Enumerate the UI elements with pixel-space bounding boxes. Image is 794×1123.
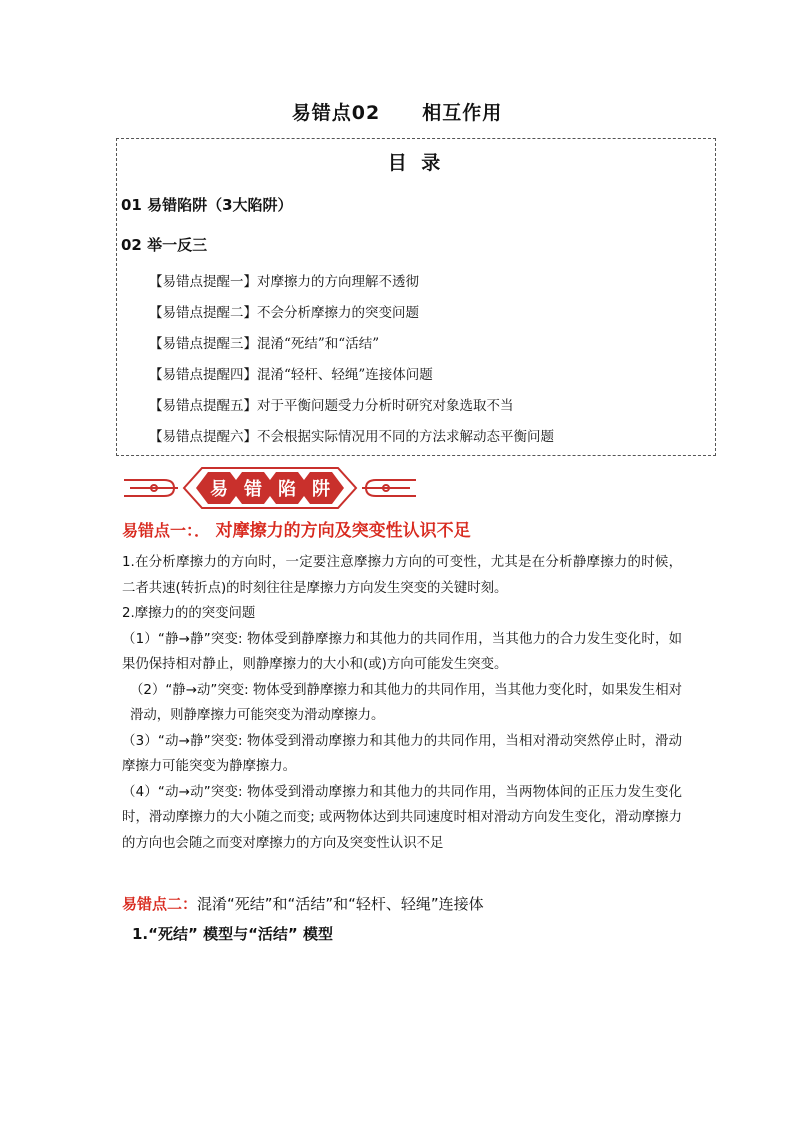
banner-char: 阱 [312,479,330,500]
banner-left-ornament [124,480,178,496]
toc-item[interactable]: 【易错点提醒四】混淆“轻杆、轻绳”连接体问题 [149,367,433,383]
toc-section-traps: 01 易错陷阱（3大陷阱） [121,196,293,214]
title-text: 相互作用 [422,102,503,124]
trap-two-title: 混淆“死结”和“活结”和“轻杆、轻绳”连接体 [197,895,484,913]
trap-one-heading [122,516,471,541]
trap-one-body [122,550,682,856]
trap-one-title: 对摩擦力的方向及突变性认识不足 [215,521,471,541]
toc-item[interactable]: 【易错点提醒二】不会分析摩擦力的突变问题 [149,305,419,321]
paragraph: 2.摩擦力的的突变问题 [122,606,256,621]
trap-one-label: 易错点一：． [122,521,211,540]
trap-two-label: 易错点二： [122,895,198,913]
banner-right-ornament [362,480,416,496]
banner-char: 陷 [278,479,296,500]
toc-item[interactable]: 【易错点提醒三】混淆“死结”和“活结” [149,336,380,352]
toc-item[interactable]: 【易错点提醒六】不会根据实际情况用不同的方法求解动态平衡问题 [149,429,554,445]
paragraph: （1）“静→静”突变: 物体受到静摩擦力和其他力的共同作用，当其他力的合力发生变化时，如果仍保持相对静止，则静摩擦力的大小和(或)方向可能发生突变。 [122,631,682,672]
paragraph: （4）“动→动”突变: 物体受到滑动摩擦力和其他力的共同作用，当两物体间的正压力发生变化时，滑动摩擦力的大小随之而变; 或两物体达到共同速度时相对滑动方向发生变化，滑动摩擦力的方向也会随之而变对摩擦力的方向及突变性认识不足 [122,784,682,851]
title-number: 易错点02 [291,102,381,124]
banner-char: 错 [244,479,262,500]
trap-two-heading [122,893,484,914]
toc-heading: 目 录 [387,152,445,174]
toc-item-list [149,269,554,455]
paragraph: （3）“动→静”突变: 物体受到滑动摩擦力和其他力的共同作用，当相对滑动突然停止时，滑动摩擦力可能突变为静摩擦力。 [122,733,682,774]
trap-banner [120,462,420,514]
toc-section-examples: 02 举一反三 [121,236,208,254]
toc-item[interactable]: 【易错点提醒五】对于平衡问题受力分析时研究对象选取不当 [149,398,514,414]
model-subheading: 1.“死结” 模型与“活结” 模型 [132,925,334,943]
paragraph: 1.在分析摩擦力的方向时，一定要注意摩擦力方向的可变性，尤其是在分析静摩擦力的时候，二者共速(转折点)的时刻往往是摩擦力方向发生突变的关键时刻。 [122,555,682,596]
banner-char: 易 [210,479,228,500]
toc-item[interactable]: 【易错点提醒一】对摩擦力的方向理解不透彻 [149,274,419,290]
table-of-contents [116,138,716,456]
page-title [0,98,794,125]
paragraph: （2）“静→动”突变: 物体受到静摩擦力和其他力的共同作用，当其他力变化时，如果发生相对滑动，则静摩擦力可能突变为滑动摩擦力。 [130,682,682,723]
